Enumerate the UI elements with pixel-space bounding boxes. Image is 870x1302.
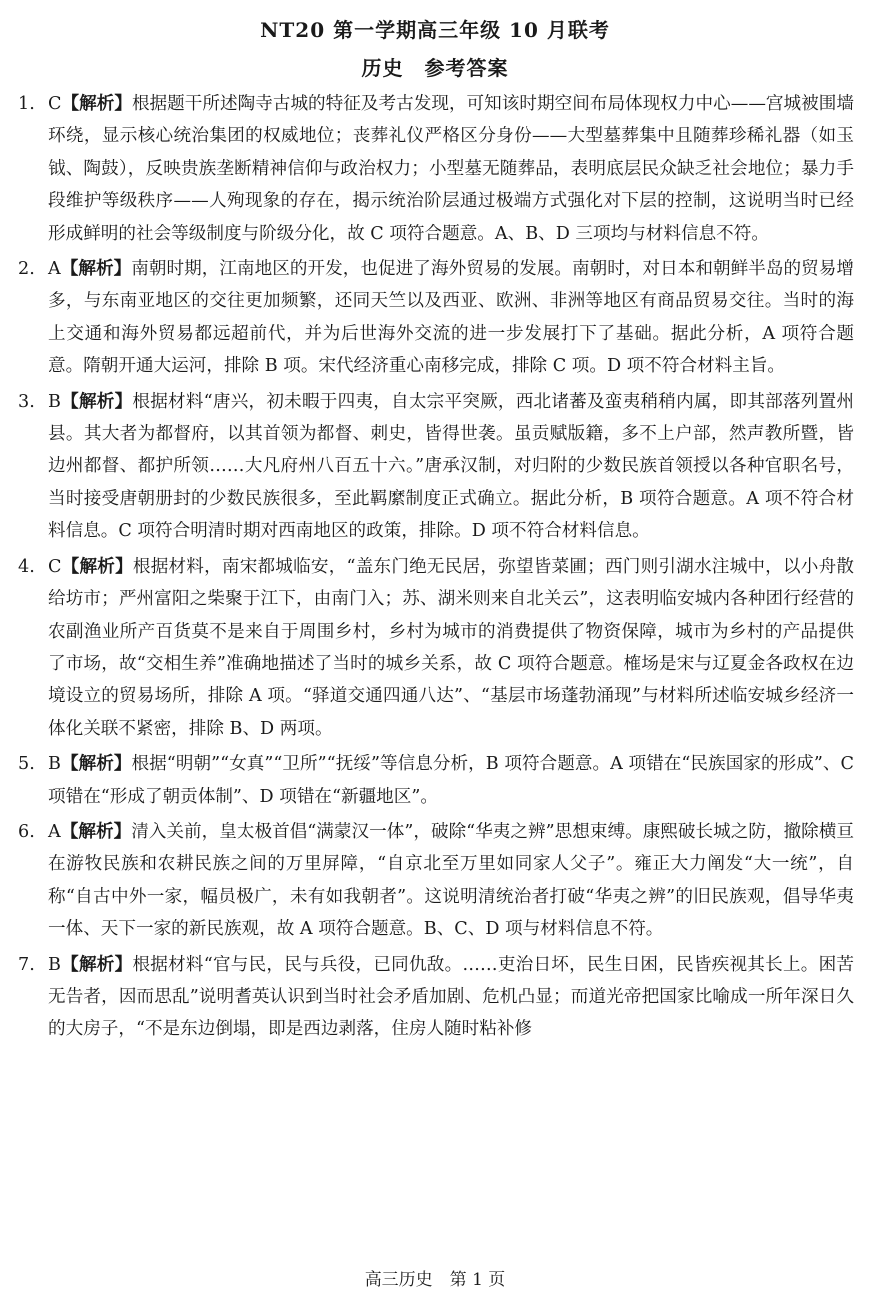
analysis-text: 清入关前，皇太极首倡“满蒙汉一体”，破除“华夷之辨”思想束缚。康熙破长城之防，撤除横亘在游牧民族和农耕民族之间的万里屏障，“自京北至万里如同家人父子”。雍正大力阐发“大一统”，自称“自古中外一家，幅员极广，未有如我朝者”。这说明清统治者打破“华夷之辨”的旧民族观，倡导华夷一体、天下一家的新民族观，故 A 项符合题意。B、C、D 项与材料信息不符。 (48, 821, 854, 940)
question-number: 3. (18, 391, 35, 412)
analysis-text: 根据材料“官与民，民与兵役，已同仇敌。……吏治日坏，民生日困，民皆疾视其长上。困苦无告者，因而思乱”说明耆英认识到当时社会矛盾加剧、危机凸显；而道光帝把国家比喻成一所年深日久的大房子，“不是东边倒塌，即是西边剥落，住房人随时粘补修 (48, 954, 854, 1040)
analysis-tag: 【解析】 (60, 753, 132, 775)
answer-option: C (48, 556, 62, 577)
question-number: 1. (18, 94, 35, 114)
question-number: 2. (18, 259, 35, 280)
answer-option: B (48, 391, 61, 412)
analysis-text: 南朝时期，江南地区的开发，也促进了海外贸易的发展。南朝时，对日本和朝鲜半岛的贸易增多，与东南亚地区的交往更加频繁，还同天竺以及西亚、欧洲、非洲等地区有商品贸易交往。当时的海上交通和海外贸易都远超前代，并为后世海外交流的进一步发展打下了基础。据此分析，A 项符合题意。隋朝开通大运河，排除 B 项。宋代经济重心南移完成，排除 C 项。D 项不符合材料主旨。 (48, 259, 854, 377)
answer-item-2 (18, 253, 854, 383)
exam-title: NT20 第一学期高三年级 10 月联考 (260, 18, 610, 42)
answer-option: A (48, 259, 61, 280)
answer-item-4 (18, 551, 854, 745)
analysis-text: 根据材料“唐兴，初未暇于四夷，自太宗平突厥，西北诸蕃及蛮夷稍稍内属，即其部落列置州县。其大者为都督府，以其首领为都督、刺史，皆得世袭。虽贡赋版籍，多不上户部，然声教所暨，皆边州都督、都护所领……大凡府州八百五十六。”唐承汉制，对归附的少数民族首领授以各种官职名号，当时接受唐朝册封的少数民族很多，至此羁縻制度正式确立。据此分析，B 项符合题意。A 项不符合材料信息。C 项符合明清时期对西南地区的政策，排除。D 项不符合材料信息。 (48, 391, 854, 542)
analysis-tag: 【解析】 (61, 93, 132, 114)
page-footer: 高三历史 第 1 页 (364, 1270, 506, 1290)
analysis-tag: 【解析】 (61, 555, 133, 577)
answer-option: B (48, 754, 61, 775)
question-number: 7. (18, 954, 35, 975)
analysis-tag: 【解析】 (60, 820, 132, 842)
question-number: 6. (18, 821, 35, 842)
analysis-text: 根据材料，南宋都城临安，“盖东门绝无民居，弥望皆菜圃；西门则引湖水注城中，以小舟散给坊市；严州富阳之柴聚于江下，由南门入；苏、湖米则来自北关云”，这表明临安城内各种团行经营的农副渔业所产百货莫不是来自于周围乡村，乡村为城市的消费提供了物资保障，城市为乡村的产品提供了市场，故“交相生养”准确地描述了当时的城乡关系，故 C 项符合题意。榷场是宋与辽夏金各政权在边境设立的贸易场所，排除 A 项。“驿道交通四通八达”、“基层市场蓬勃涌现”与材料所述临安城乡经济一体化关联不紧密，排除 B、D 两项。 (48, 556, 854, 739)
analysis-text: 根据题干所述陶寺古城的特征及考古发现，可知该时期空间布局体现权力中心——宫城被围墙环绕，显示核心统治集团的权威地位；丧葬礼仪严格区分身份——大型墓葬集中且随葬珍稀礼器（如玉钺、陶鼓），反映贵族垄断精神信仰与政治权力；小型墓无随葬品，表明底层民众缺乏社会地位；暴力手段维护等级秩序——人殉现象的存在，揭示统治阶层通过极端方式强化对下层的控制，这说明当时已经形成鲜明的社会等级制度与阶级分化，故 C 项符合题意。A、B、D 三项均与材料信息不符。 (48, 94, 854, 244)
answer-item-5 (18, 748, 854, 813)
answer-option: C (48, 94, 62, 114)
analysis-tag: 【解析】 (60, 258, 132, 280)
analysis-tag: 【解析】 (60, 390, 133, 412)
exam-subtitle: 历史 参考答案 (361, 56, 509, 80)
analysis-tag: 【解析】 (60, 953, 133, 975)
answer-option: B (48, 954, 61, 975)
question-number: 5. (18, 754, 35, 775)
question-number: 4. (18, 556, 35, 577)
answer-item-7 (18, 949, 854, 1046)
answer-list (18, 88, 854, 1049)
answer-item-1 (18, 88, 854, 250)
answer-item-6 (18, 816, 854, 946)
answer-item-3 (18, 386, 854, 548)
analysis-text: 根据“明朝”“女真”“卫所”“抚绥”等信息分析，B 项符合题意。A 项错在“民族国家的形成”、C 项错在“形成了朝贡体制”、D 项错在“新疆地区”。 (48, 754, 854, 807)
answer-option: A (48, 821, 61, 842)
